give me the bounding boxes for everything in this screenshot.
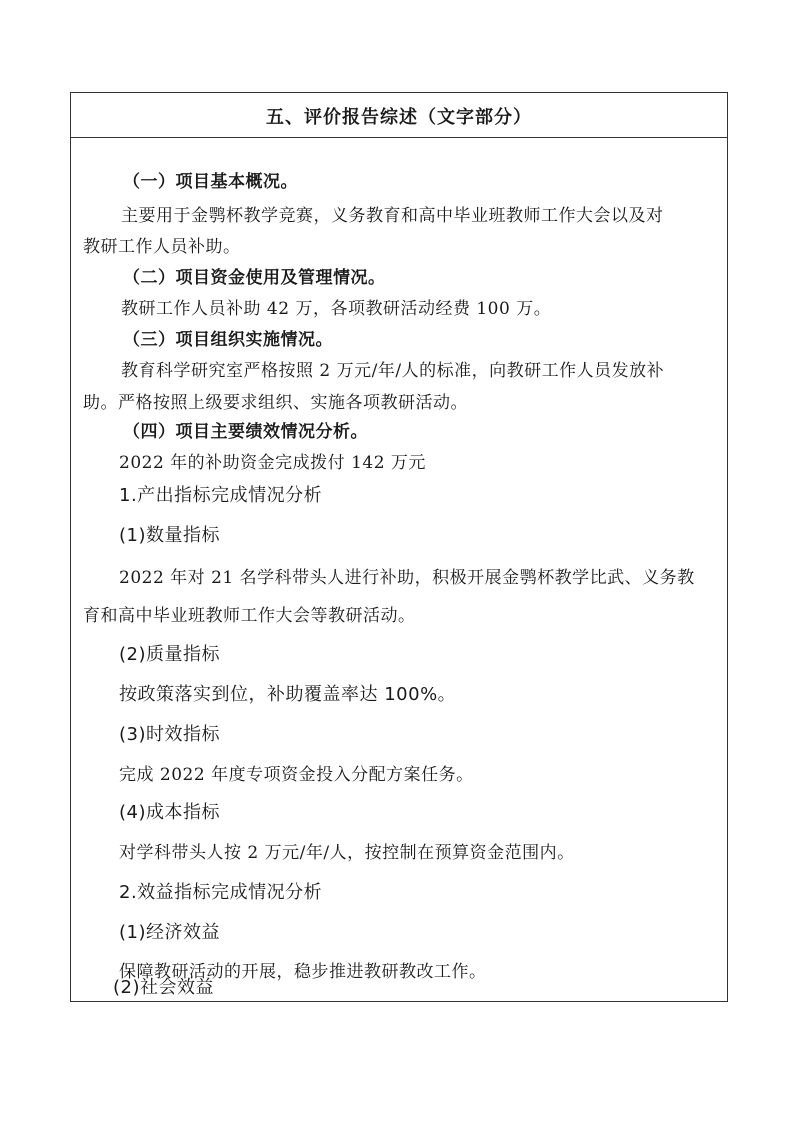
timeliness-indicator-heading: (3)时效指标: [119, 724, 220, 745]
section-3-heading: （三）项目组织实施情况。: [123, 330, 333, 350]
cost-text: 对学科带头人按 2 万元/年/人，按控制在预算资金范围内。: [119, 843, 575, 863]
section-3-text-line-2: 助。严格按照上级要求组织、实施各项教研活动。: [83, 393, 468, 413]
quantity-text-line-1: 2022 年对 21 名学科带头人进行补助，积极开展金鹗杯教学比武、义务教: [119, 568, 695, 588]
economic-benefit-text: 保障教研活动的开展，稳步推进教研教改工作。: [119, 962, 487, 982]
economic-benefit-heading: (1)经济效益: [119, 922, 220, 943]
benefit-indicator-heading: 2.效益指标完成情况分析: [119, 882, 323, 903]
section-1-text-line-1: 主要用于金鹗杯教学竞赛，义务教育和高中毕业班教师工作大会以及对: [121, 206, 664, 226]
section-4-text: 2022 年的补助资金完成拨付 142 万元: [119, 453, 426, 473]
report-frame: [70, 92, 728, 1002]
quantity-text-line-2: 育和高中毕业班教师工作大会等教研活动。: [83, 606, 416, 626]
quality-text: 按政策落实到位，补助覆盖率达 100%。: [119, 684, 457, 705]
timeliness-text: 完成 2022 年度专项资金投入分配方案任务。: [119, 765, 474, 785]
output-indicator-heading: 1.产出指标完成情况分析: [119, 485, 323, 506]
social-benefit-heading: (2)社会效益: [113, 977, 214, 998]
section-2-heading: （二）项目资金使用及管理情况。: [123, 268, 386, 288]
section-4-heading: （四）项目主要绩效情况分析。: [123, 422, 368, 442]
title-divider: [71, 137, 727, 138]
page-title: 五、评价报告综述（文字部分）: [266, 107, 532, 128]
quantity-indicator-heading: (1)数量指标: [119, 525, 220, 546]
cost-indicator-heading: (4)成本指标: [119, 802, 220, 823]
section-1-text-line-2: 教研工作人员补助。: [83, 237, 241, 257]
section-1-heading: （一）项目基本概况。: [123, 172, 298, 192]
section-2-text: 教研工作人员补助 42 万，各项教研活动经费 100 万。: [121, 299, 552, 319]
quality-indicator-heading: (2)质量指标: [119, 644, 220, 665]
section-3-text-line-1: 教育科学研究室严格按照 2 万元/年/人的标准，向教研工作人员发放补: [121, 361, 665, 381]
